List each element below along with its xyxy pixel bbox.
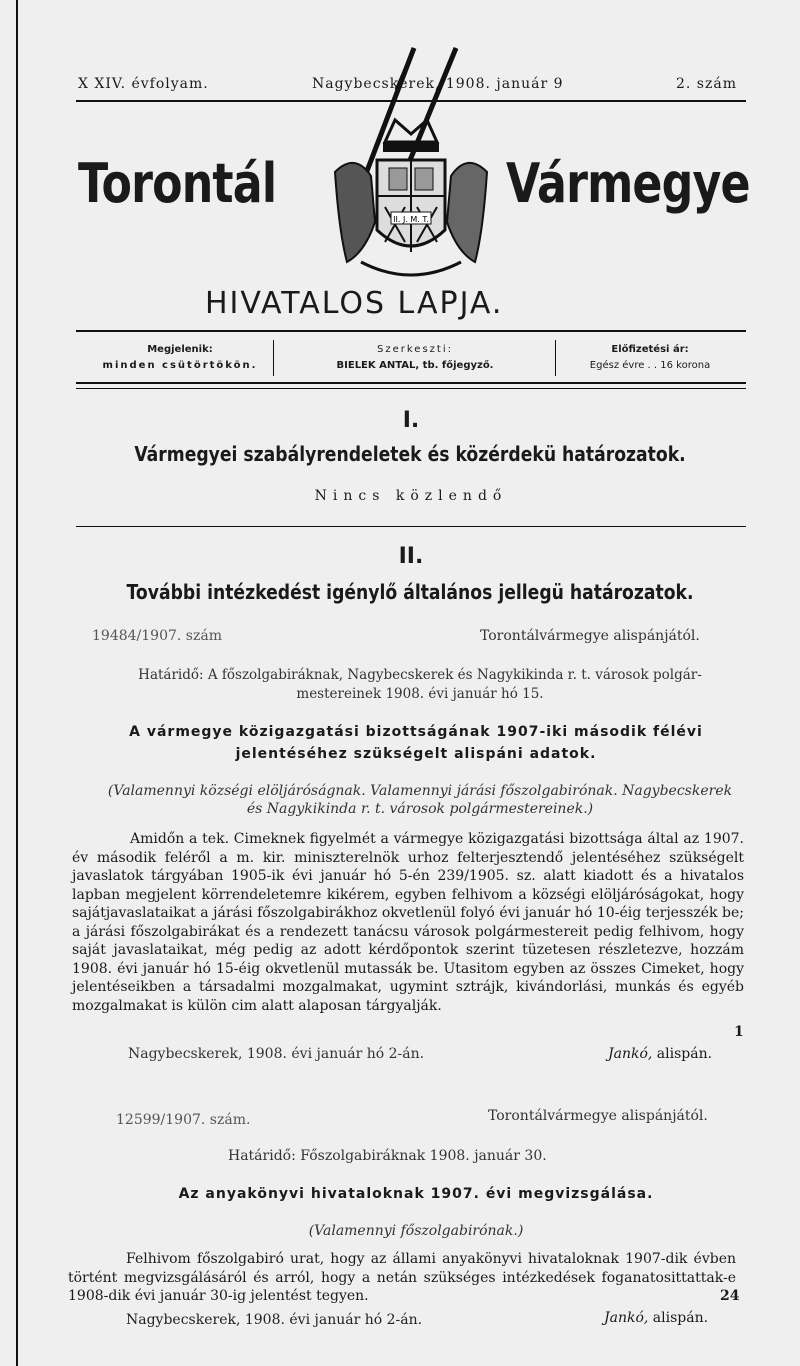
article2-addressees: (Valamennyi főszolgabirónak.) [308, 1223, 524, 1239]
appears-box [95, 342, 265, 374]
title-right: Vármegye [506, 152, 750, 215]
issue-number: 2. szám [676, 76, 737, 92]
article1-addressees-line2: és Nagykikinda r. t. városok polgármestereinek.) [246, 801, 594, 817]
article2-signature-name: Jankó, [604, 1310, 649, 1326]
appears-label: Megjelenik: [147, 344, 213, 355]
article1-place-date: Nagybecskerek, 1908. évi január hó 2-án. [128, 1046, 425, 1062]
price-value: Egész évre . . 16 korona [589, 360, 711, 371]
article1-body: Amidőn a tek. Cimeknek figyelmét a vármegye közigazgatási bizottsága által az 1907. év második feléről a m. kir. miniszterelnök urhoz felterjesztendő jelentéséhez szükségelt javaslatok tárgyában 1905-ik évi január hó 5-én 239/1905. sz. alatt kiadott és a hivatalos lapban megjelent körrendeletemre kikérem, egyben felhivom a községi elöljáróságokat, hogy sajátjavaslataikat a járási főszolgabirákhoz okvetlenül folyó évi január hó 10-éig terjesszék be; a járási főszolgabirákat és a rendezett tanácsu városok polgármestereit pedig felhivom, hogy saját javaslataikat, még pedig az adott kérdőpontok szerint tüzetesen részletezve, hozzám 1908. évi január hó 15-éig okvetlenül mutassák be. Utasitom egyben az összes Cimeket, hogy jelentéseikben a társadalmi mozgalmakat, ugymint sztrájk, kivándorlási, munkás és egyéb mozgalmakat is külön cim alatt alaposan tárgyalják. [72, 831, 744, 1014]
info-bottom-rule [76, 382, 746, 384]
price-label: Előfizetési ár: [611, 344, 689, 355]
article2-ref-from: Torontálvármegye alispánjától. [488, 1108, 708, 1124]
article1-title-line1: A vármegye közigazgatási bizottságának 1907-iki második félévi [129, 724, 703, 740]
article1-margin-number: 1 [734, 1024, 744, 1040]
article2-margin-number: 24 [720, 1288, 740, 1304]
volume-label: X XIV. évfolyam. [78, 76, 209, 92]
article2-signature [604, 1310, 708, 1326]
article1-deadline: Határidő: A főszolgabiráknak, Nagybecskerek és Nagykikinda r. t. városok polgár-mestereinek 1908. évi január hó 15. [138, 667, 702, 702]
section-divider [76, 526, 746, 527]
price-box [560, 342, 740, 374]
section1-heading: Vármegyei szabályrendeletek és közérdekü határozatok. [134, 442, 686, 466]
article1-signature-title: alispán. [656, 1046, 713, 1062]
info-divider [555, 340, 556, 376]
article2-body: Felhivom főszolgabiró urat, hogy az állami anyakönyvi hivataloknak 1907-dik évben történt megvizsgálásáról és arról, hogy a netán szükséges intézkedések foganatosittattak-e 1908-dik évi január 30-ig jelentést tegyen. [68, 1251, 736, 1304]
editor-label: Szerkeszti: [377, 344, 453, 355]
article1-ref-from: Torontálvármegye alispánjától. [480, 628, 700, 644]
section1-numeral: I. [402, 408, 420, 433]
coat-of-arms-icon [325, 112, 497, 294]
editor-value: BIELEK ANTAL, tb. főjegyző. [336, 360, 494, 371]
article2-place-date: Nagybecskerek, 1908. évi január hó 2-án. [126, 1312, 423, 1328]
left-margin-rule [16, 0, 18, 1366]
info-divider [273, 340, 274, 376]
article2-title: Az anyakönyvi hivataloknak 1907. évi megvizsgálása. [178, 1186, 654, 1202]
subtitle: HIVATALOS LAPJA. [205, 286, 504, 321]
article1-signature [608, 1046, 712, 1062]
article1-signature-name: Jankó, [608, 1046, 653, 1062]
crest-label: II. J. M. T. [393, 215, 429, 224]
article1-title-line2: jelentéséhez szükségelt alispáni adatok. [235, 746, 597, 762]
section1-note: Nincs közlendő [314, 488, 508, 504]
appears-value: minden csütörtökön. [102, 360, 258, 371]
article1-addressees-line1: (Valamennyi községi elöljáróságnak. Valamennyi járási főszolgabirónak. Nagybecskerek [107, 783, 733, 799]
article2-deadline: Határidő: Főszolgabiráknak 1908. január 30. [228, 1148, 547, 1164]
editor-box [300, 342, 530, 374]
title-left: Torontál [78, 152, 277, 215]
article2-signature-title: alispán. [652, 1310, 709, 1326]
info-bottom-rule-thin [76, 388, 746, 389]
place-date: Nagybecskerek, 1908. január 9 [312, 76, 564, 92]
section2-numeral: II. [398, 544, 424, 569]
article2-ref-number: 12599/1907. szám. [116, 1112, 251, 1128]
article1-ref-number: 19484/1907. szám [92, 628, 222, 644]
section2-heading: További intézkedést igénylő általános jellegü határozatok. [126, 580, 694, 604]
info-top-rule [76, 330, 746, 332]
